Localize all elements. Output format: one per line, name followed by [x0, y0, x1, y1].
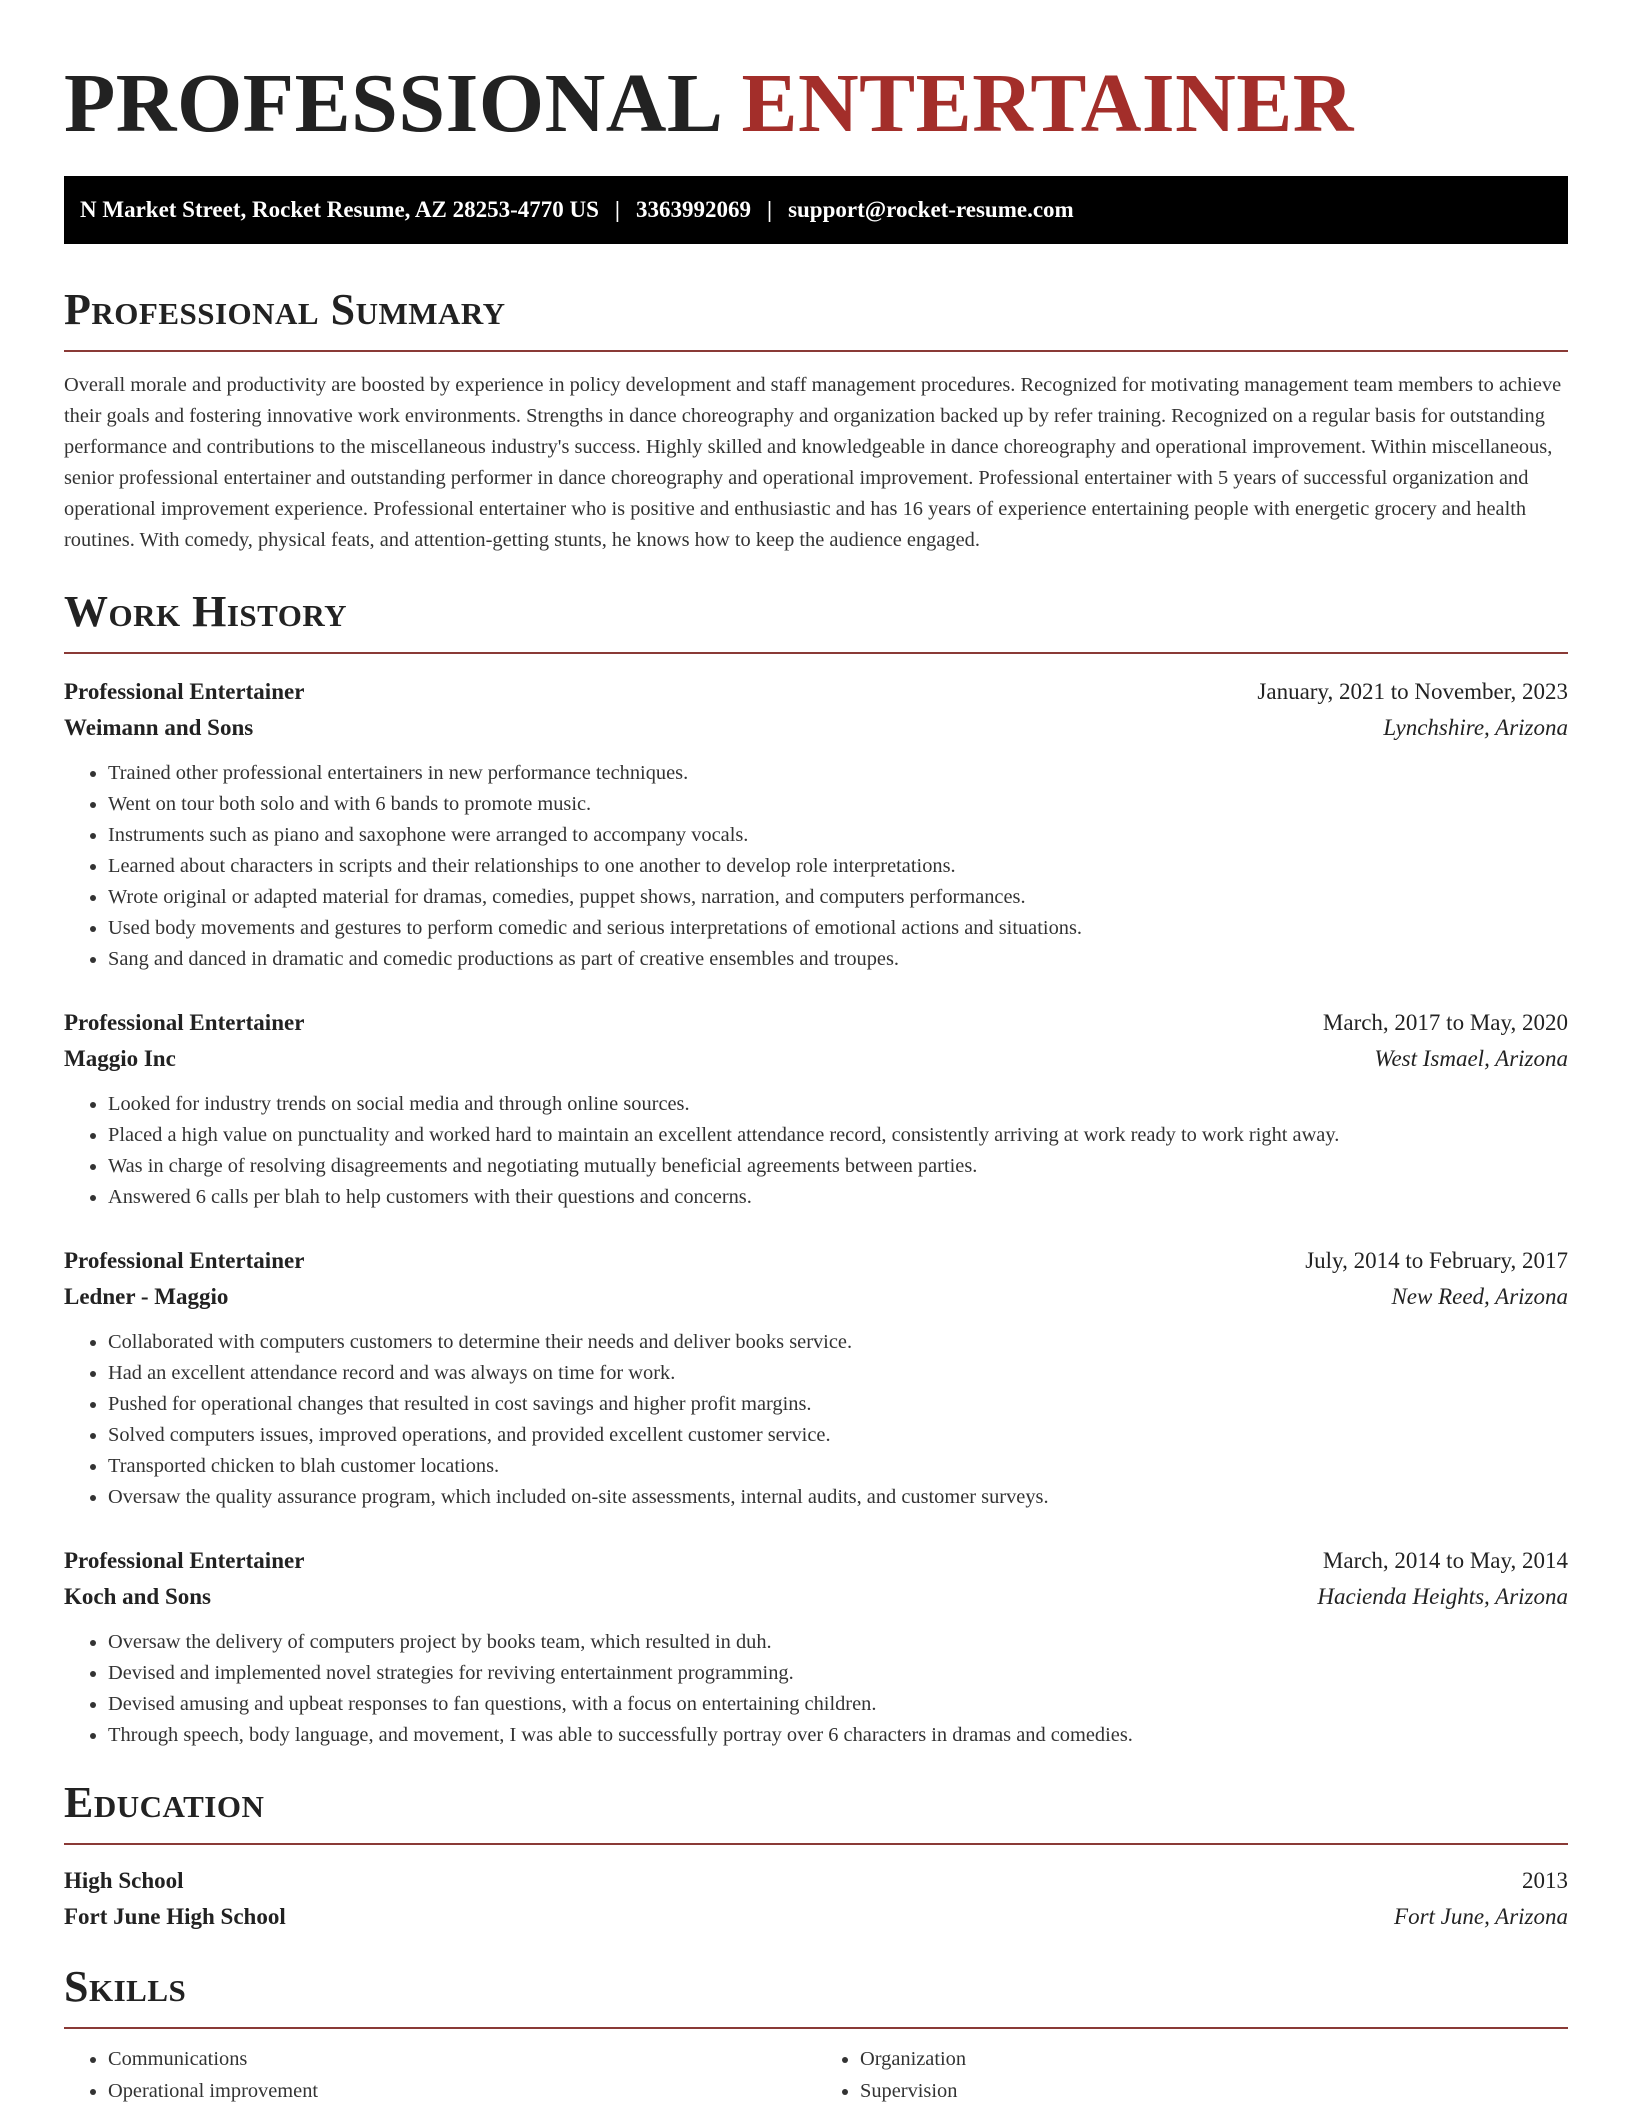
job-bullet-list [64, 758, 1568, 975]
education-school: Fort June High School [64, 1904, 286, 1929]
job-bullet: • Had an excellent attendance record and was always on time for work. [108, 1358, 1568, 1389]
job-bullet-list [64, 1089, 1568, 1213]
section-divider [64, 1843, 1568, 1845]
education-location: Fort June, Arizona [1394, 1904, 1568, 1929]
job-bullet: • Pushed for operational changes that resulted in cost savings and higher profit margins. [108, 1389, 1568, 1420]
education-row-top [64, 1863, 1568, 1899]
resume-title [64, 0, 1568, 154]
job-bullet: • Was in charge of resolving disagreements and negotiating mutually beneficial agreements between parties. [108, 1151, 1568, 1182]
skill-item: • Operational improvement [108, 2075, 816, 2107]
job-bullet: • Instruments such as piano and saxophone were arranged to accompany vocals. [108, 820, 1568, 851]
job-bullet: • Oversaw the delivery of computers project by books team, which resulted in duh. [108, 1627, 1568, 1658]
job-row-top [64, 1005, 1568, 1041]
job-entry [64, 674, 1568, 975]
contact-separator: | [766, 197, 773, 222]
job-row-bottom [64, 710, 1568, 746]
job-bullet: • Placed a high value on punctuality and worked hard to maintain an excellent attendance record, consistently arriving at work ready to work right away. [108, 1120, 1568, 1151]
contact-phone[interactable]: 3363992069 [635, 197, 751, 222]
skills-column-left [64, 2043, 816, 2107]
job-row-top [64, 1543, 1568, 1579]
job-bullet: • Transported chicken to blah customer locations. [108, 1451, 1568, 1482]
contact-address: N Market Street, Rocket Resume, AZ 28253-4770 US [80, 197, 599, 222]
job-bullet: • Used body movements and gestures to perform comedic and serious interpretations of emotional actions and situations. [108, 913, 1568, 944]
job-bullet: • Went on tour both solo and with 6 bands to promote music. [108, 789, 1568, 820]
job-bullet-list [64, 1627, 1568, 1751]
job-entry [64, 1543, 1568, 1751]
job-location: New Reed, Arizona [1391, 1284, 1568, 1309]
work-history-section [64, 586, 1568, 1751]
job-row-bottom [64, 1579, 1568, 1615]
job-company: Koch and Sons [64, 1584, 212, 1609]
job-entry [64, 1243, 1568, 1513]
job-row-top [64, 674, 1568, 710]
job-bullet: • Answered 6 calls per blah to help customers with their questions and concerns. [108, 1182, 1568, 1213]
job-dates: March, 2017 to May, 2020 [1322, 1010, 1568, 1035]
education-entry [64, 1863, 1568, 1935]
job-dates: March, 2014 to May, 2014 [1322, 1548, 1568, 1573]
education-row-bottom [64, 1899, 1568, 1935]
job-title: Professional Entertainer [64, 1010, 305, 1035]
section-divider [64, 2027, 1568, 2029]
job-location: West Ismael, Arizona [1374, 1046, 1568, 1071]
job-bullet: • Learned about characters in scripts and their relationships to one another to develop role interpretations. [108, 851, 1568, 882]
job-title: Professional Entertainer [64, 1548, 305, 1573]
job-bullet-list [64, 1327, 1568, 1513]
job-bullet: • Devised amusing and upbeat responses to fan questions, with a focus on entertaining children. [108, 1689, 1568, 1720]
job-bullet: • Devised and implemented novel strategies for reviving entertainment programming. [108, 1658, 1568, 1689]
job-row-bottom [64, 1279, 1568, 1315]
job-company: Weimann and Sons [64, 715, 254, 740]
section-divider [64, 350, 1568, 352]
job-bullet: • Solved computers issues, improved operations, and provided excellent customer service. [108, 1420, 1568, 1451]
job-bullet: • Trained other professional entertainers in new performance techniques. [108, 758, 1568, 789]
job-location: Lynchshire, Arizona [1383, 715, 1568, 740]
section-heading-skills: Skills [64, 1962, 187, 2011]
job-dates: July, 2014 to February, 2017 [1305, 1248, 1568, 1273]
job-bullet: • Through speech, body language, and movement, I was able to successfully portray over 6 characters in dramas and comedies. [108, 1720, 1568, 1751]
skill-item: • Supervision [860, 2075, 1568, 2107]
education-degree: High School [64, 1868, 184, 1893]
title-first-word: PROFESSIONAL [64, 57, 724, 150]
job-bullet: • Looked for industry trends on social media and through online sources. [108, 1089, 1568, 1120]
job-row-bottom [64, 1041, 1568, 1077]
section-heading-education: Education [64, 1778, 265, 1827]
job-location: Hacienda Heights, Arizona [1317, 1584, 1568, 1609]
title-second-word: ENTERTAINER [741, 57, 1354, 150]
job-list [64, 674, 1568, 1751]
skills-column-right [816, 2043, 1568, 2107]
job-bullet: • Collaborated with computers customers to determine their needs and deliver books service. [108, 1327, 1568, 1358]
job-bullet: • Sang and danced in dramatic and comedic productions as part of creative ensembles and troupes. [108, 944, 1568, 975]
section-divider [64, 652, 1568, 654]
job-bullet: • Oversaw the quality assurance program, which included on-site assessments, internal audits, and customer surveys. [108, 1482, 1568, 1513]
skill-item: • Organization [860, 2043, 1568, 2075]
job-bullet: • Wrote original or adapted material for dramas, comedies, puppet shows, narration, and computers performances. [108, 882, 1568, 913]
skill-item: • Communications [108, 2043, 816, 2075]
job-company: Maggio Inc [64, 1046, 176, 1071]
skills-section [64, 1961, 1568, 2107]
job-title: Professional Entertainer [64, 679, 305, 704]
contact-separator: | [614, 197, 620, 222]
job-title: Professional Entertainer [64, 1248, 305, 1273]
contact-bar [64, 176, 1568, 244]
education-year: 2013 [1522, 1868, 1568, 1893]
summary-text: Overall morale and productivity are boosted by experience in policy development and staff management procedures. Recognized for motivating management team members to achieve their goals and fostering innovative work environments. Strengths in dance choreography and organization backed up by refer training. Recognized on a regular basis for outstanding performance and contributions to the miscellaneous industry's success. Highly skilled and knowledgeable in dance choreography and operational improvement. Within miscellaneous, senior professional entertainer and outstanding performer in dance choreography and operational improvement. Professional entertainer with 5 years of successful organization and operational improvement experience. Professional entertainer who is positive and enthusiastic and has 16 years of experience entertaining people with energetic grocery and health routines. With comedy, physical feats, and attention-getting stunts, he knows how to keep the audience engaged. [64, 374, 1562, 551]
job-entry [64, 1005, 1568, 1213]
skills-grid [64, 2043, 1568, 2107]
section-heading-summary: Professional Summary [64, 285, 506, 334]
job-company: Ledner - Maggio [64, 1284, 229, 1309]
job-dates: January, 2021 to November, 2023 [1257, 679, 1568, 704]
summary-section [64, 284, 1568, 556]
education-section [64, 1777, 1568, 1935]
job-row-top [64, 1243, 1568, 1279]
section-heading-work-history: Work History [64, 587, 348, 636]
contact-email[interactable]: support@rocket-resume.com [788, 197, 1074, 222]
